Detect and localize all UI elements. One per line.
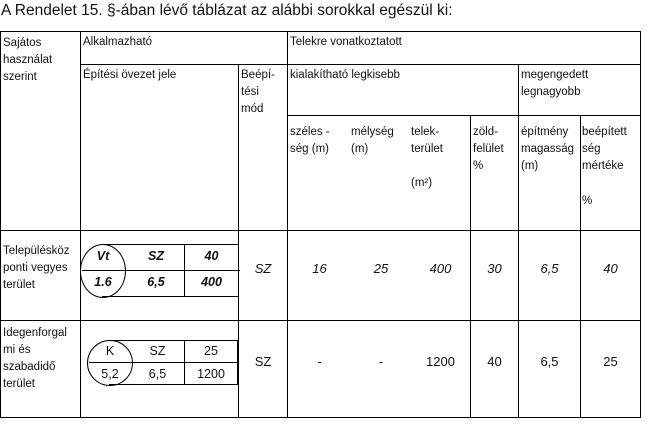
header-line: építmény — [521, 126, 569, 138]
zone-min-area: 1200 — [197, 367, 225, 381]
row-use-line: terület — [3, 378, 35, 390]
row-szelesseg: - — [317, 354, 322, 369]
header-line: ség (m) — [290, 143, 329, 155]
row-zoldfelulet: 40 — [487, 354, 502, 369]
header-line: Sajátos — [3, 37, 42, 49]
row-use-line: szabadidő — [3, 361, 56, 373]
row-magassag: 6,5 — [540, 354, 559, 369]
header-line: zöld- — [473, 126, 498, 138]
header-kialakithato: kialakítható legkisebb — [290, 69, 400, 81]
header-line: tési — [241, 86, 259, 98]
zone-density: 5,2 — [101, 367, 119, 381]
zone-code: Vt — [96, 249, 110, 263]
header-line: (m) — [351, 143, 369, 155]
zone-min-area: 400 — [201, 275, 222, 289]
header-line: ség — [582, 143, 601, 155]
header-line: használat — [3, 54, 53, 66]
header-telekre: Telekre vonatkoztatott — [290, 36, 402, 48]
header-line: mód — [241, 103, 264, 115]
header-line: beépített — [582, 126, 627, 138]
header-line: (m) — [521, 160, 539, 172]
header-line: felület — [473, 143, 504, 155]
zone-height: 6,5 — [147, 275, 165, 289]
row-use-line: Idegenforgal — [3, 327, 67, 339]
page-title: A Rendelet 15. §-ában lévő táblázat az alábbi sorokkal egészül ki: — [1, 2, 453, 19]
header-line: telek- — [411, 126, 440, 138]
header-line: mértéke — [582, 160, 624, 172]
zone-symbol — [87, 340, 237, 386]
row-telekterulet: 1200 — [426, 354, 455, 369]
header-line: terület — [411, 143, 443, 155]
header-line: legnagyobb — [521, 86, 581, 98]
row-szelesseg: 16 — [312, 261, 327, 276]
zone-mode: SZ — [148, 249, 164, 263]
zone-height: 6,5 — [148, 367, 167, 381]
header-alkalmazhato: Alkalmazható — [83, 36, 153, 48]
header-line: szerint — [3, 71, 37, 83]
header-line: Beépí- — [241, 69, 275, 81]
row-telekterulet: 400 — [429, 261, 452, 276]
row-mode: SZ — [254, 261, 272, 276]
row-use-line: terület — [3, 279, 35, 291]
header-epitesi-ovezet: Építési övezet jele — [83, 69, 177, 81]
row-beepitettseg: 40 — [603, 261, 618, 276]
row-melyseg: 25 — [373, 261, 389, 276]
header-line: megengedett — [521, 69, 589, 81]
row-magassag: 6,5 — [540, 261, 559, 276]
row-beepitettseg: 25 — [603, 354, 618, 369]
zone-coverage: 40 — [204, 249, 219, 263]
row-mode: SZ — [254, 354, 272, 369]
zone-density: 1.6 — [94, 275, 112, 289]
header-line: % — [582, 195, 593, 207]
zone-symbol — [80, 244, 238, 298]
header-line: (m²) — [411, 177, 433, 189]
header-line: mélység — [351, 126, 394, 138]
row-use-line: mi és — [3, 344, 31, 356]
header-line: széles - — [290, 126, 330, 138]
zone-code: K — [105, 344, 115, 358]
row-melyseg: - — [378, 354, 384, 369]
zone-mode: SZ — [149, 344, 166, 358]
header-line: % — [473, 160, 484, 172]
row-use-line: Településköz — [3, 245, 70, 257]
row-use-line: ponti vegyes — [3, 262, 68, 274]
header-line: magasság — [521, 143, 575, 155]
row-zoldfelulet: 30 — [487, 261, 502, 276]
zone-coverage: 25 — [204, 344, 218, 358]
